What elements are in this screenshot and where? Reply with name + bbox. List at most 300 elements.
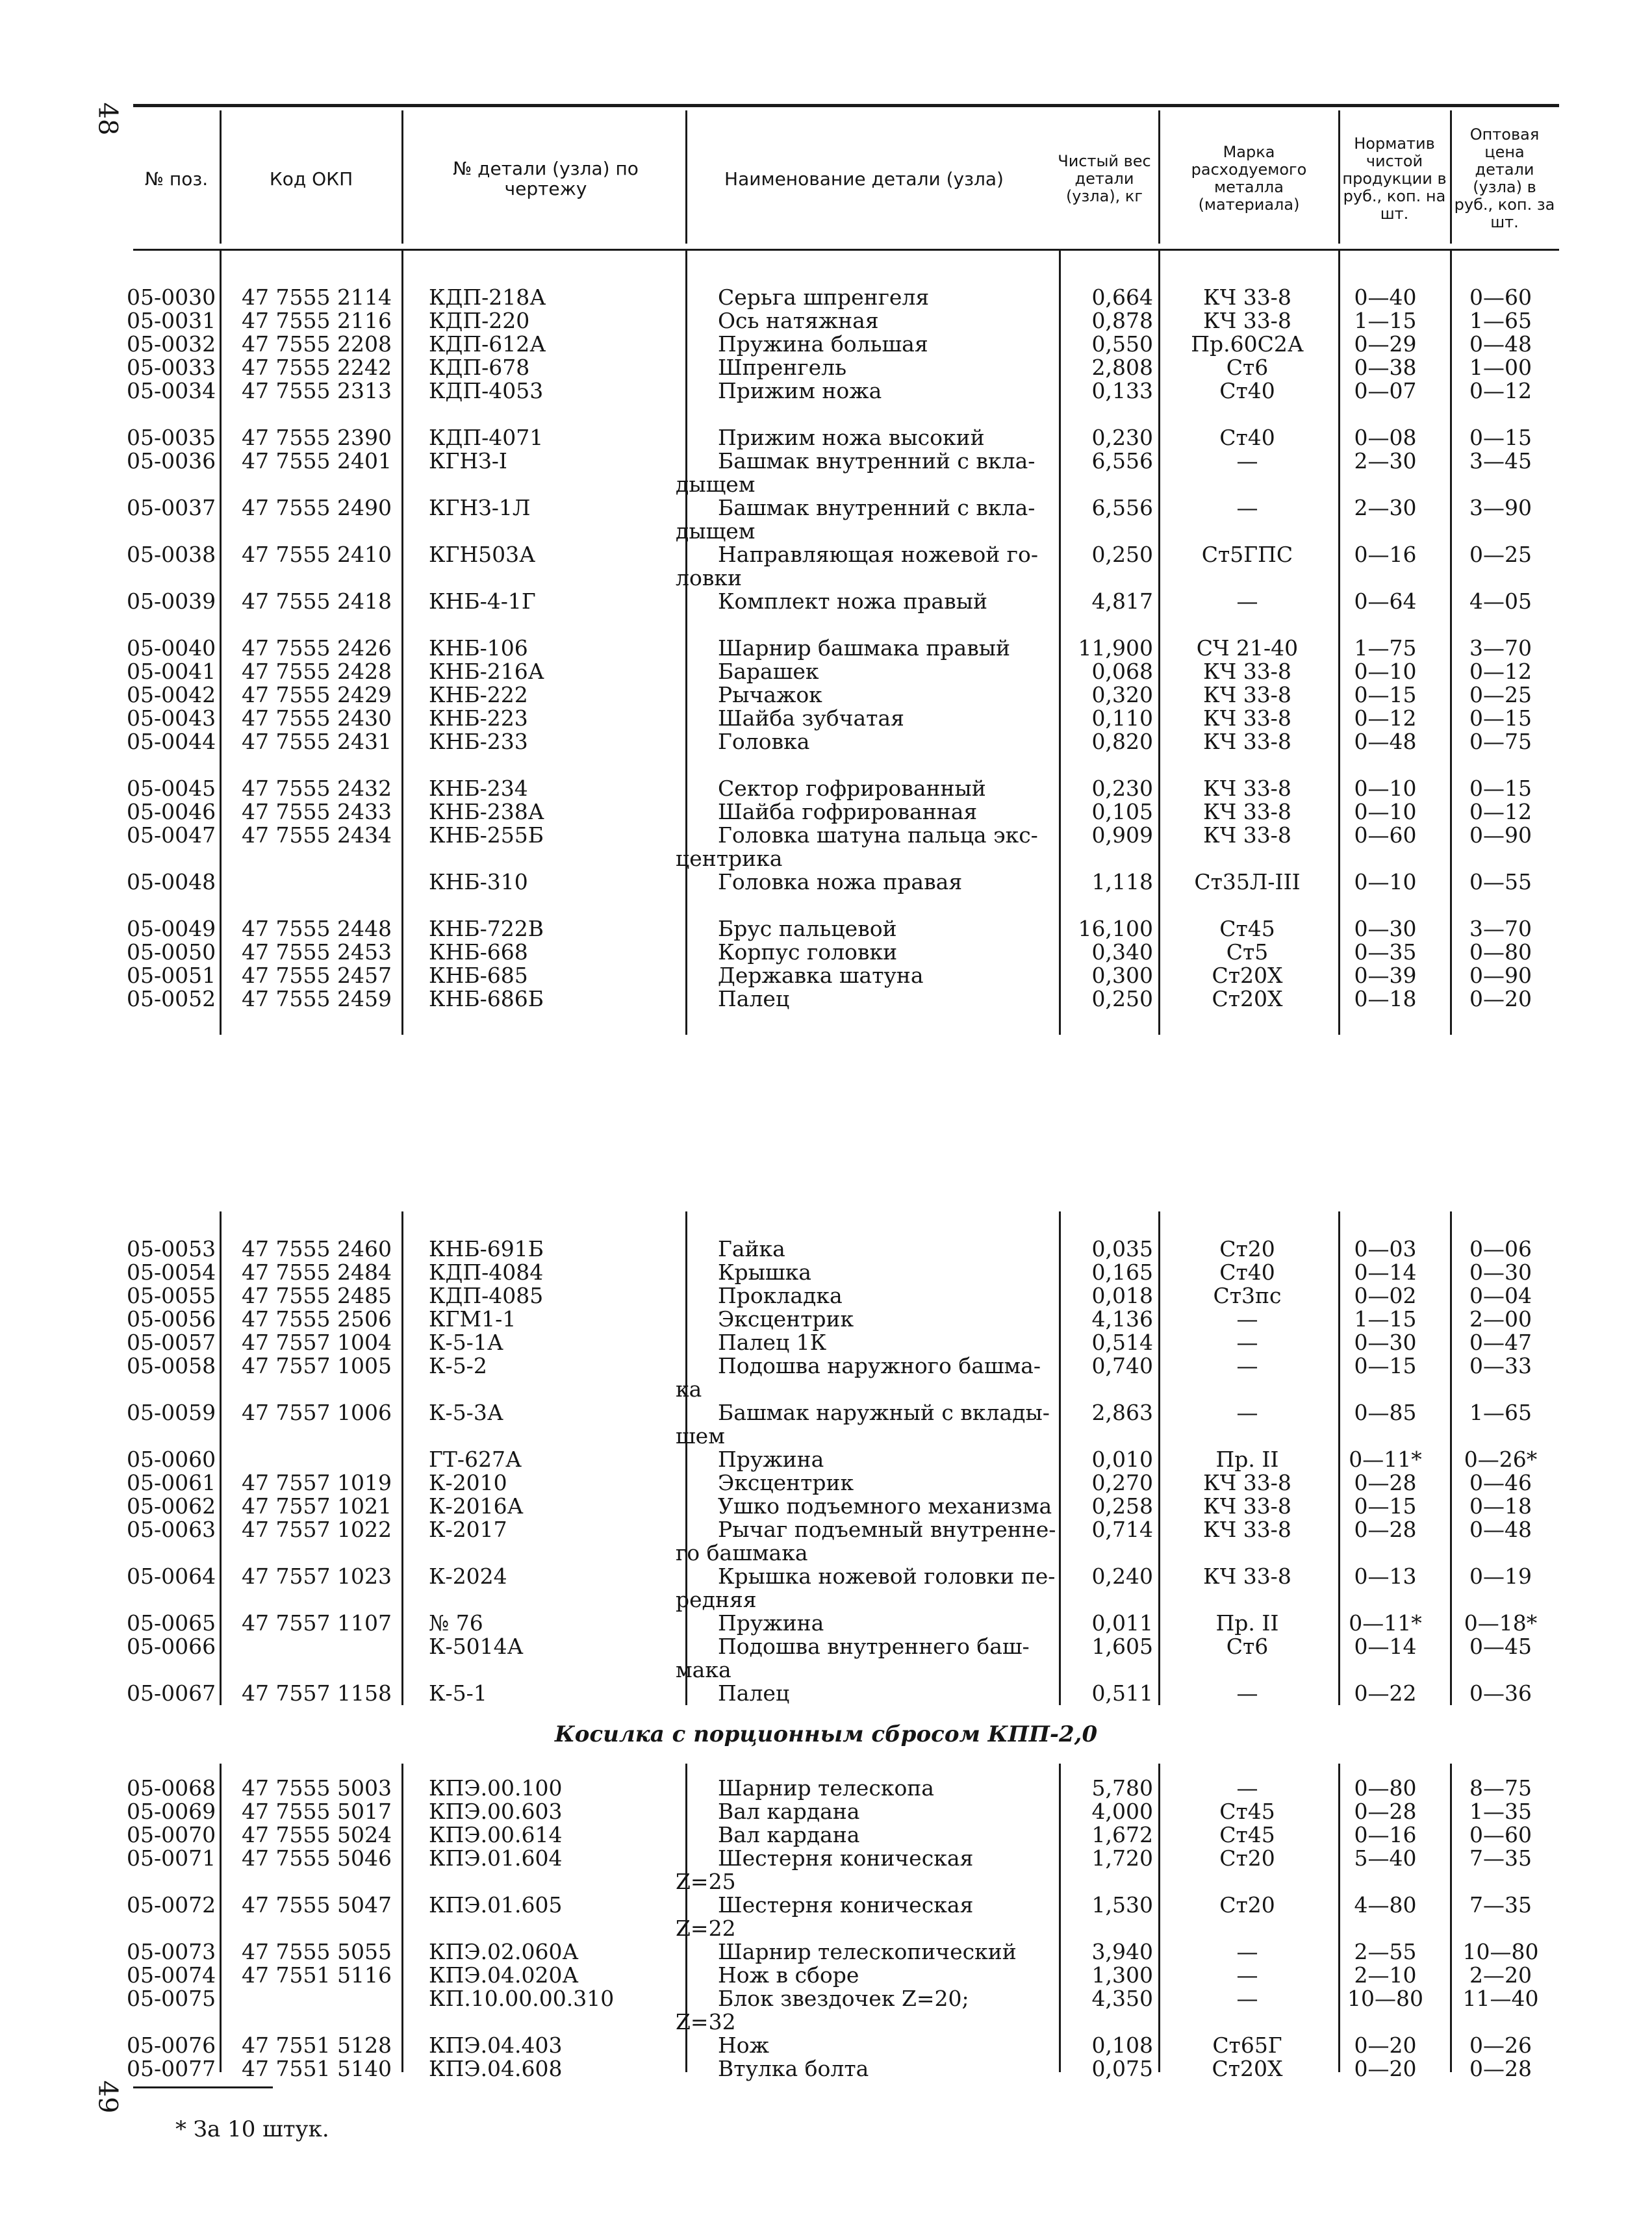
cell-wt: 0,105	[1091, 799, 1153, 824]
cell-price: 0—12	[1469, 378, 1532, 403]
cell-norm: 0—16	[1354, 1822, 1417, 1847]
cell-price: 2—00	[1469, 1306, 1532, 1332]
cell-wt: 4,817	[1091, 589, 1153, 614]
cell-norm: 0—22	[1354, 1680, 1417, 1706]
table-row	[0, 1237, 1652, 1261]
cell-det: КНБ-233	[429, 729, 528, 754]
cell-okp: 47 7555 2313	[242, 378, 392, 403]
cell-det: КДП-4071	[429, 425, 544, 450]
cell-okp: 47 7555 2116	[242, 308, 392, 333]
cell-pos: 05-0074	[127, 1962, 216, 1988]
cell-price: 7—35	[1469, 1892, 1532, 1918]
cell-pos: 05-0072	[127, 1892, 216, 1918]
cell-okp: 47 7555 2433	[242, 799, 392, 824]
cell-mat: Ст40	[1219, 1260, 1275, 1285]
cell-wt: 0,250	[1091, 986, 1153, 1011]
cell-okp: 47 7555 2208	[242, 331, 392, 357]
header-divider	[685, 110, 687, 244]
cell-wt: 0,511	[1091, 1680, 1153, 1706]
cell-price: 0—36	[1469, 1680, 1532, 1706]
cell-norm: 5—40	[1354, 1845, 1417, 1871]
cell-det: КДП-612А	[429, 331, 546, 357]
cell-norm: 4—80	[1354, 1892, 1417, 1918]
cell-norm: 0—03	[1354, 1236, 1417, 1261]
table-row	[0, 1682, 1652, 1705]
table-row	[0, 1518, 1652, 1541]
cell-wt: 4,000	[1091, 1799, 1153, 1824]
cell-okp: 47 7555 2448	[242, 916, 392, 941]
footnote-rule	[133, 2086, 273, 2088]
cell-price: 0—48	[1469, 331, 1532, 357]
cell-wt: 1,530	[1091, 1892, 1153, 1918]
cell-det: К-2024	[429, 1564, 507, 1589]
cell-det: КНБ-255Б	[429, 822, 544, 848]
cell-det: КП.10.00.00.310	[429, 1986, 615, 2011]
table-row	[0, 1331, 1652, 1354]
cell-pos: 05-0066	[127, 1634, 216, 1659]
table-row	[0, 730, 1652, 754]
table-row	[0, 683, 1652, 707]
cell-mat: КЧ 33-8	[1203, 285, 1291, 310]
cell-norm: 0—18	[1354, 986, 1417, 1011]
cell-wt: 11,900	[1078, 635, 1153, 661]
cell-norm: 0—30	[1354, 916, 1417, 941]
cell-price: 0—45	[1469, 1634, 1532, 1659]
table-row	[0, 496, 1652, 520]
cell-mat: Ст6	[1226, 355, 1269, 380]
cell-pos: 05-0056	[127, 1306, 216, 1332]
table-row	[0, 824, 1652, 847]
cell-pos: 05-0049	[127, 916, 216, 941]
cell-name: Башмак наружный с вклады-	[718, 1400, 1050, 1425]
cell-name-continuation: го башмака	[676, 1540, 808, 1565]
cell-norm: 0—11*	[1349, 1610, 1422, 1636]
cell-norm: 0—29	[1354, 331, 1417, 357]
cell-price: 0—12	[1469, 659, 1532, 684]
cell-okp: 47 7555 2390	[242, 425, 392, 450]
cell-wt: 0,714	[1091, 1517, 1153, 1542]
cell-pos: 05-0040	[127, 635, 216, 661]
table-row	[0, 987, 1652, 1011]
table-row	[0, 1894, 1652, 1917]
cell-pos: 05-0048	[127, 869, 216, 894]
header-okp: Код ОКП	[269, 168, 353, 190]
cell-det: КГНЗ-1Л	[429, 495, 531, 520]
cell-wt: 0,108	[1091, 2033, 1153, 2058]
cell-det: К-2010	[429, 1470, 507, 1495]
cell-wt: 0,258	[1091, 1493, 1153, 1519]
table-row	[0, 660, 1652, 683]
cell-det: КПЭ.01.605	[429, 1892, 563, 1918]
cell-pos: 05-0039	[127, 589, 216, 614]
cell-name: Башмак внутренний с вкла-	[718, 448, 1036, 474]
header-weight: Чистый вес детали (узла), кг	[1058, 151, 1151, 205]
cell-mat: Ст65Г	[1212, 2033, 1282, 2058]
cell-wt: 0,909	[1091, 822, 1153, 848]
cell-norm: 0—14	[1354, 1634, 1417, 1659]
cell-det: КНБ-722В	[429, 916, 544, 941]
cell-norm: 0—60	[1354, 822, 1417, 848]
cell-name: Крышка	[718, 1260, 811, 1285]
cell-det: КГМ1-1	[429, 1306, 516, 1332]
cell-mat: Пр. II	[1215, 1610, 1279, 1636]
cell-name-continuation: центрика	[676, 846, 783, 871]
table-row	[0, 1471, 1652, 1495]
cell-pos: 05-0060	[127, 1447, 216, 1472]
cell-price: 0—15	[1469, 776, 1532, 801]
table-row	[0, 1308, 1652, 1331]
cell-pos: 05-0045	[127, 776, 216, 801]
cell-name: Вал кардана	[718, 1822, 860, 1847]
cell-name: Шарнир телескопа	[718, 1775, 934, 1801]
cell-name: Блок звездочек Z=20;	[718, 1986, 969, 2011]
cell-mat: Ст45	[1219, 1799, 1275, 1824]
cell-name-continuation: шем	[676, 1423, 725, 1449]
cell-okp: 47 7557 1021	[242, 1493, 392, 1519]
cell-name: Нож в сборе	[718, 1962, 859, 1988]
cell-wt: 0,075	[1091, 2056, 1153, 2081]
cell-norm: 0—35	[1354, 939, 1417, 965]
cell-norm: 0—28	[1354, 1517, 1417, 1542]
cell-okp: 47 7555 2431	[242, 729, 392, 754]
cell-wt: 4,350	[1091, 1986, 1153, 2011]
cell-pos: 05-0070	[127, 1822, 216, 1847]
cell-price: 0—33	[1469, 1353, 1532, 1378]
cell-okp: 47 7555 2429	[242, 682, 392, 707]
cell-det: КПЭ.01.604	[429, 1845, 563, 1871]
table-row	[0, 286, 1652, 309]
cell-det: КПЭ.00.603	[429, 1799, 563, 1824]
cell-mat: —	[1236, 1962, 1258, 1988]
cell-name: Головка шатуна пальца экс-	[718, 822, 1038, 848]
cell-wt: 0,011	[1091, 1610, 1153, 1636]
cell-name-continuation: Z=32	[676, 2009, 736, 2034]
cell-mat: КЧ 33-8	[1203, 308, 1291, 333]
cell-price: 0—26	[1469, 2033, 1532, 2058]
cell-wt: 1,118	[1091, 869, 1153, 894]
cell-name-continuation: Z=25	[676, 1869, 736, 1894]
cell-norm: 0—38	[1354, 355, 1417, 380]
table-row	[0, 1612, 1652, 1635]
cell-wt: 5,780	[1091, 1775, 1153, 1801]
cell-name: Подошва наружного башма-	[718, 1353, 1041, 1378]
table-row	[0, 426, 1652, 450]
cell-norm: 0—10	[1354, 776, 1417, 801]
cell-price: 0—25	[1469, 542, 1532, 567]
cell-pos: 05-0041	[127, 659, 216, 684]
header-material: Марка расходуемого металла (материала)	[1191, 143, 1307, 214]
cell-okp: 47 7555 2460	[242, 1236, 392, 1261]
cell-det: КНБ-234	[429, 776, 528, 801]
cell-okp: 47 7555 2459	[242, 986, 392, 1011]
cell-det: К-2016А	[429, 1493, 524, 1519]
cell-pos: 05-0061	[127, 1470, 216, 1495]
cell-name: Рычажок	[718, 682, 822, 707]
table-row	[0, 2057, 1652, 2081]
cell-mat: КЧ 33-8	[1203, 1517, 1291, 1542]
cell-det: КПЭ.02.060А	[429, 1939, 579, 1964]
cell-price: 3—45	[1469, 448, 1532, 474]
cell-det: КНБ-106	[429, 635, 528, 661]
cell-price: 0—80	[1469, 939, 1532, 965]
cell-mat: Пр.60С2А	[1191, 331, 1304, 357]
cell-mat: КЧ 33-8	[1203, 705, 1291, 731]
header-divider	[1450, 110, 1452, 244]
table-row	[0, 1354, 1652, 1378]
cell-price: 4—05	[1469, 589, 1532, 614]
cell-name: Головка ножа правая	[718, 869, 963, 894]
cell-pos: 05-0047	[127, 822, 216, 848]
cell-norm: 1—75	[1354, 635, 1417, 661]
table-row	[0, 590, 1652, 613]
cell-name: Прокладка	[718, 1283, 843, 1308]
cell-okp: 47 7555 2484	[242, 1260, 392, 1285]
cell-wt: 0,230	[1091, 425, 1153, 450]
cell-wt: 0,133	[1091, 378, 1153, 403]
cell-mat: —	[1236, 1680, 1258, 1706]
cell-det: КПЭ.04.403	[429, 2033, 563, 2058]
table-row	[0, 1987, 1652, 2010]
table-row	[0, 1401, 1652, 1425]
cell-det: К-5-3А	[429, 1400, 503, 1425]
table-row	[0, 1635, 1652, 1658]
cell-det: К-5014А	[429, 1634, 524, 1659]
section-title: Косилка с порционным сбросом КПП-2,0	[554, 1721, 1098, 1747]
header-divider	[401, 110, 403, 244]
cell-wt: 2,808	[1091, 355, 1153, 380]
cell-price: 0—47	[1469, 1330, 1532, 1355]
cell-price: 11—40	[1462, 1986, 1539, 2011]
cell-name-continuation: ловки	[676, 565, 743, 590]
cell-det: КНБ-222	[429, 682, 528, 707]
cell-name: Вал кардана	[718, 1799, 860, 1824]
cell-pos: 05-0064	[127, 1564, 216, 1589]
cell-okp: 47 7555 5003	[242, 1775, 392, 1801]
cell-det: КНБ-668	[429, 939, 528, 965]
cell-pos: 05-0065	[127, 1610, 216, 1636]
cell-name: Брус пальцевой	[718, 916, 897, 941]
cell-norm: 1—15	[1354, 308, 1417, 333]
cell-name: Шпренгель	[718, 355, 847, 380]
cell-okp: 47 7557 1022	[242, 1517, 392, 1542]
cell-mat: —	[1236, 495, 1258, 520]
cell-mat: КЧ 33-8	[1203, 682, 1291, 707]
cell-okp: 47 7555 2490	[242, 495, 392, 520]
cell-okp: 47 7557 1006	[242, 1400, 392, 1425]
cell-name: Ось натяжная	[718, 308, 879, 333]
cell-wt: 0,035	[1091, 1236, 1153, 1261]
cell-price: 3—70	[1469, 916, 1532, 941]
cell-pos: 05-0058	[127, 1353, 216, 1378]
cell-pos: 05-0031	[127, 308, 216, 333]
cell-okp: 47 7555 2453	[242, 939, 392, 965]
cell-norm: 0—15	[1354, 1353, 1417, 1378]
cell-price: 0—18	[1469, 1493, 1532, 1519]
cell-pos: 05-0068	[127, 1775, 216, 1801]
cell-norm: 0—10	[1354, 659, 1417, 684]
cell-mat: Ст40	[1219, 425, 1275, 450]
cell-mat: КЧ 33-8	[1203, 729, 1291, 754]
cell-okp: 47 7555 5047	[242, 1892, 392, 1918]
cell-wt: 0,165	[1091, 1260, 1153, 1285]
cell-wt: 0,878	[1091, 308, 1153, 333]
cell-mat: Ст20	[1219, 1845, 1275, 1871]
cell-mat: Ст45	[1219, 916, 1275, 941]
table-row	[0, 800, 1652, 824]
cell-price: 1—65	[1469, 1400, 1532, 1425]
header-norm: Норматив чистой продукции в руб., коп. на шт.	[1342, 134, 1447, 223]
cell-okp: 47 7555 2114	[242, 285, 392, 310]
table-row	[0, 917, 1652, 941]
cell-name: Рычаг подъемный внутренне-	[718, 1517, 1056, 1542]
cell-wt: 0,514	[1091, 1330, 1153, 1355]
cell-name: Направляющая ножевой го-	[718, 542, 1038, 567]
cell-pos: 05-0042	[127, 682, 216, 707]
table-row	[0, 1448, 1652, 1471]
cell-pos: 05-0073	[127, 1939, 216, 1964]
cell-norm: 0—28	[1354, 1799, 1417, 1824]
cell-norm: 0—13	[1354, 1564, 1417, 1589]
cell-okp: 47 7555 5046	[242, 1845, 392, 1871]
cell-norm: 10—80	[1347, 1986, 1423, 2011]
cell-norm: 0—12	[1354, 705, 1417, 731]
cell-name: Шестерня коническая	[718, 1845, 974, 1871]
cell-wt: 0,270	[1091, 1470, 1153, 1495]
cell-okp: 47 7557 1005	[242, 1353, 392, 1378]
header-divider	[1158, 110, 1160, 244]
cell-mat: —	[1236, 1775, 1258, 1801]
cell-mat: Ст5	[1226, 939, 1269, 965]
table-row	[0, 941, 1652, 964]
cell-norm: 0—40	[1354, 285, 1417, 310]
cell-name-continuation: ка	[676, 1376, 702, 1402]
cell-price: 0—15	[1469, 705, 1532, 731]
cell-price: 3—90	[1469, 495, 1532, 520]
cell-okp: 47 7555 5017	[242, 1799, 392, 1824]
cell-det: КНБ-310	[429, 869, 528, 894]
cell-mat: Ст3пс	[1213, 1283, 1282, 1308]
table-row	[0, 964, 1652, 987]
cell-norm: 0—64	[1354, 589, 1417, 614]
table-row	[0, 1777, 1652, 1800]
cell-mat: Ст20Х	[1212, 963, 1283, 988]
header-bottom-rule	[133, 249, 1559, 251]
cell-name: Пружина	[718, 1610, 824, 1636]
cell-name: Ушко подъемного механизма	[718, 1493, 1052, 1519]
cell-det: № 76	[429, 1610, 483, 1636]
cell-pos: 05-0043	[127, 705, 216, 731]
cell-name: Нож	[718, 2033, 770, 2058]
cell-okp: 47 7555 2426	[242, 635, 392, 661]
table-row	[0, 1800, 1652, 1823]
cell-price: 0—46	[1469, 1470, 1532, 1495]
cell-det: КДП-4085	[429, 1283, 544, 1308]
cell-mat: КЧ 33-8	[1203, 799, 1291, 824]
table-row	[0, 379, 1652, 403]
cell-pos: 05-0055	[127, 1283, 216, 1308]
cell-wt: 0,110	[1091, 705, 1153, 731]
cell-norm: 0—20	[1354, 2033, 1417, 2058]
header-pos: № поз.	[144, 168, 209, 190]
cell-wt: 0,320	[1091, 682, 1153, 707]
cell-pos: 05-0069	[127, 1799, 216, 1824]
table-row	[0, 637, 1652, 660]
table-row	[0, 777, 1652, 800]
cell-mat: Ст20Х	[1212, 986, 1283, 1011]
cell-name: Серьга шпренгеля	[718, 285, 930, 310]
cell-mat: Ст20	[1219, 1236, 1275, 1261]
cell-norm: 0—10	[1354, 869, 1417, 894]
cell-pos: 05-0037	[127, 495, 216, 520]
cell-mat: КЧ 33-8	[1203, 776, 1291, 801]
cell-pos: 05-0054	[127, 1260, 216, 1285]
cell-pos: 05-0033	[127, 355, 216, 380]
cell-price: 0—19	[1469, 1564, 1532, 1589]
cell-norm: 0—10	[1354, 799, 1417, 824]
cell-wt: 0,240	[1091, 1564, 1153, 1589]
cell-det: КДП-218А	[429, 285, 546, 310]
cell-mat: —	[1236, 1353, 1258, 1378]
cell-name-continuation: Z=22	[676, 1916, 736, 1941]
cell-price: 0—06	[1469, 1236, 1532, 1261]
cell-norm: 0—30	[1354, 1330, 1417, 1355]
cell-pos: 05-0046	[127, 799, 216, 824]
cell-name-continuation: дыщем	[676, 472, 756, 497]
cell-pos: 05-0044	[127, 729, 216, 754]
cell-price: 0—55	[1469, 869, 1532, 894]
cell-det: К-2017	[429, 1517, 507, 1542]
cell-price: 0—30	[1469, 1260, 1532, 1285]
cell-norm: 0—80	[1354, 1775, 1417, 1801]
cell-name: Втулка болта	[718, 2056, 869, 2081]
cell-okp: 47 7557 1019	[242, 1470, 392, 1495]
cell-name: Державка шатуна	[718, 963, 924, 988]
cell-wt: 4,136	[1091, 1306, 1153, 1332]
cell-mat: —	[1236, 1400, 1258, 1425]
cell-name: Шарнир башмака правый	[718, 635, 1011, 661]
cell-pos: 05-0076	[127, 2033, 216, 2058]
cell-det: КНБ-223	[429, 705, 528, 731]
cell-norm: 2—30	[1354, 448, 1417, 474]
cell-wt: 6,556	[1091, 495, 1153, 520]
cell-okp: 47 7555 2457	[242, 963, 392, 988]
cell-name: Комплект ножа правый	[718, 589, 987, 614]
cell-pos: 05-0034	[127, 378, 216, 403]
cell-okp: 47 7555 5055	[242, 1939, 392, 1964]
cell-mat: КЧ 33-8	[1203, 659, 1291, 684]
cell-pos: 05-0036	[127, 448, 216, 474]
cell-price: 3—70	[1469, 635, 1532, 661]
cell-okp: 47 7551 5116	[242, 1962, 392, 1988]
cell-norm: 2—30	[1354, 495, 1417, 520]
cell-det: КГНЗ-I	[429, 448, 507, 474]
table-row	[0, 1823, 1652, 1847]
cell-norm: 0—20	[1354, 2056, 1417, 2081]
table-row	[0, 450, 1652, 473]
cell-det: КДП-678	[429, 355, 530, 380]
cell-price: 10—80	[1462, 1939, 1539, 1964]
cell-name: Прижим ножа	[718, 378, 882, 403]
cell-okp: 47 7557 1004	[242, 1330, 392, 1355]
cell-norm: 0—48	[1354, 729, 1417, 754]
cell-mat: Ст40	[1219, 378, 1275, 403]
cell-okp: 47 7551 5128	[242, 2033, 392, 2058]
cell-pos: 05-0053	[127, 1236, 216, 1261]
cell-okp: 47 7557 1023	[242, 1564, 392, 1589]
cell-pos: 05-0057	[127, 1330, 216, 1355]
cell-pos: 05-0051	[127, 963, 216, 988]
cell-price: 0—90	[1469, 822, 1532, 848]
